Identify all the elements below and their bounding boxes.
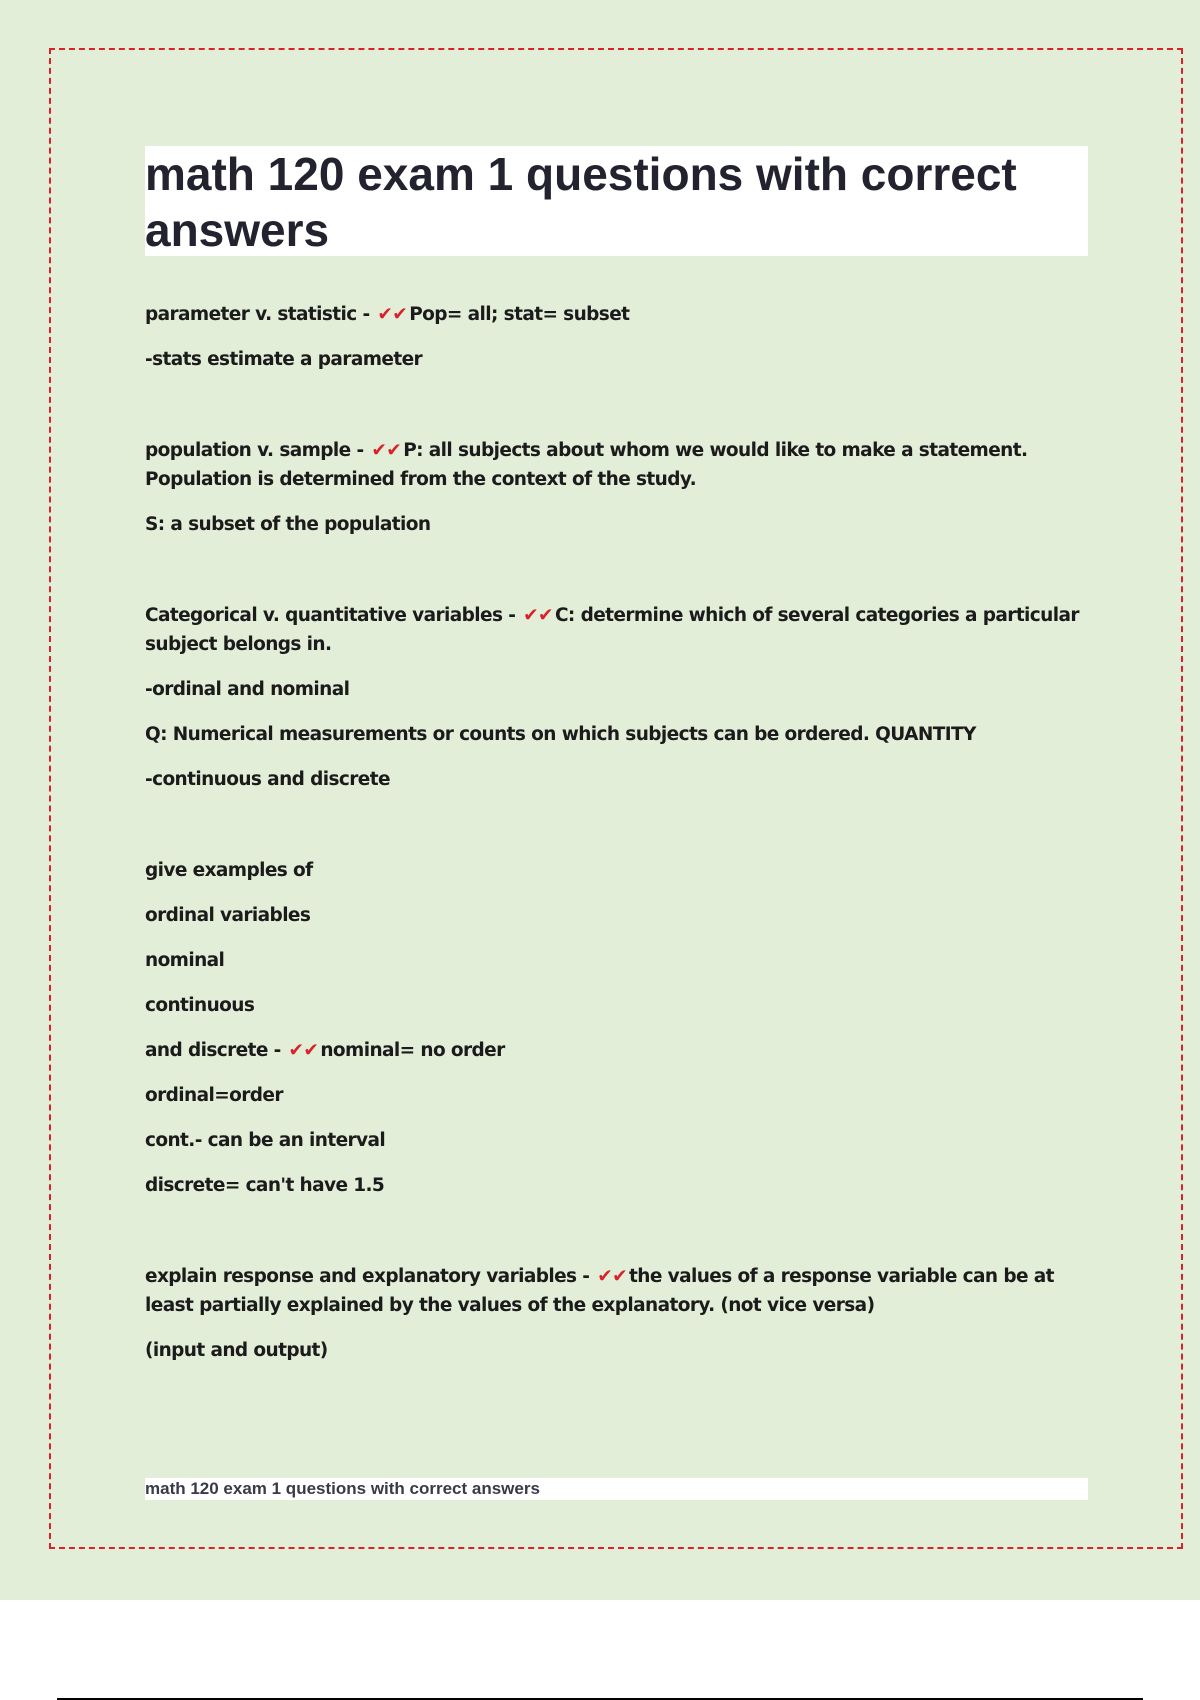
question-pre-line: continuous <box>145 995 255 1016</box>
document-title: math 120 exam 1 questions with correct answers <box>145 148 1017 256</box>
answer-extra-line: -ordinal and nominal <box>145 679 350 700</box>
answer-extra-line: ordinal=order <box>145 1085 283 1106</box>
qa-spacer <box>145 810 1090 856</box>
question-pre-line: nominal <box>145 950 225 971</box>
question-pre-line: give examples of <box>145 860 313 881</box>
check-icon: ✔✔ <box>523 605 553 626</box>
question-text: parameter v. statistic - <box>145 304 376 325</box>
answer-extra-line: -continuous and discrete <box>145 769 390 790</box>
qa-spacer <box>145 555 1090 601</box>
check-icon: ✔✔ <box>597 1266 628 1287</box>
qa-line <box>145 1036 1090 1065</box>
question-text: and discrete - <box>145 1040 287 1061</box>
question-pre-line: ordinal variables <box>145 905 311 926</box>
answer-extra-line: -stats estimate a parameter <box>145 349 423 370</box>
document-content <box>145 300 1090 1381</box>
answer-text: C: determine which of several categories a particular subject belongs in. <box>145 605 1079 655</box>
check-icon: ✔✔ <box>377 304 408 325</box>
qa-line <box>145 436 1090 494</box>
answer-text: nominal= no order <box>320 1040 505 1061</box>
qa-spacer <box>145 1216 1090 1262</box>
qa-item-4 <box>145 856 1090 1200</box>
qa-item-3 <box>145 601 1090 794</box>
answer-text: the values of a response variable can be at least partially explained by the values of the explanatory. (not vice versa) <box>145 1266 1054 1316</box>
question-text: population v. sample - <box>145 440 370 461</box>
question-text: Categorical v. quantitative variables - <box>145 605 522 626</box>
answer-extra-line: S: a subset of the population <box>145 514 431 535</box>
page-footer: math 120 exam 1 questions with correct answers <box>145 1479 540 1498</box>
answer-text: P: all subjects about whom we would like to make a statement. Population is determined from the context of the study. <box>145 440 1028 490</box>
title-box <box>145 146 1088 256</box>
qa-spacer <box>145 390 1090 436</box>
qa-line <box>145 601 1090 659</box>
qa-item-1 <box>145 300 1090 374</box>
qa-item-5 <box>145 1262 1090 1365</box>
check-icon: ✔✔ <box>288 1040 319 1061</box>
answer-extra-line: cont.- can be an interval <box>145 1130 386 1151</box>
answer-extra-line: Q: Numerical measurements or counts on which subjects can be ordered. QUANTITY <box>145 724 976 745</box>
footer-box <box>145 1478 1088 1500</box>
answer-extra-line: discrete= can't have 1.5 <box>145 1175 385 1196</box>
check-icon: ✔✔ <box>371 440 402 461</box>
answer-text: Pop= all; stat= subset <box>409 304 630 325</box>
qa-line <box>145 1262 1090 1320</box>
question-text: explain response and explanatory variables - <box>145 1266 596 1287</box>
qa-item-2 <box>145 436 1090 539</box>
qa-line <box>145 300 1090 329</box>
answer-extra-line: (input and output) <box>145 1340 328 1361</box>
